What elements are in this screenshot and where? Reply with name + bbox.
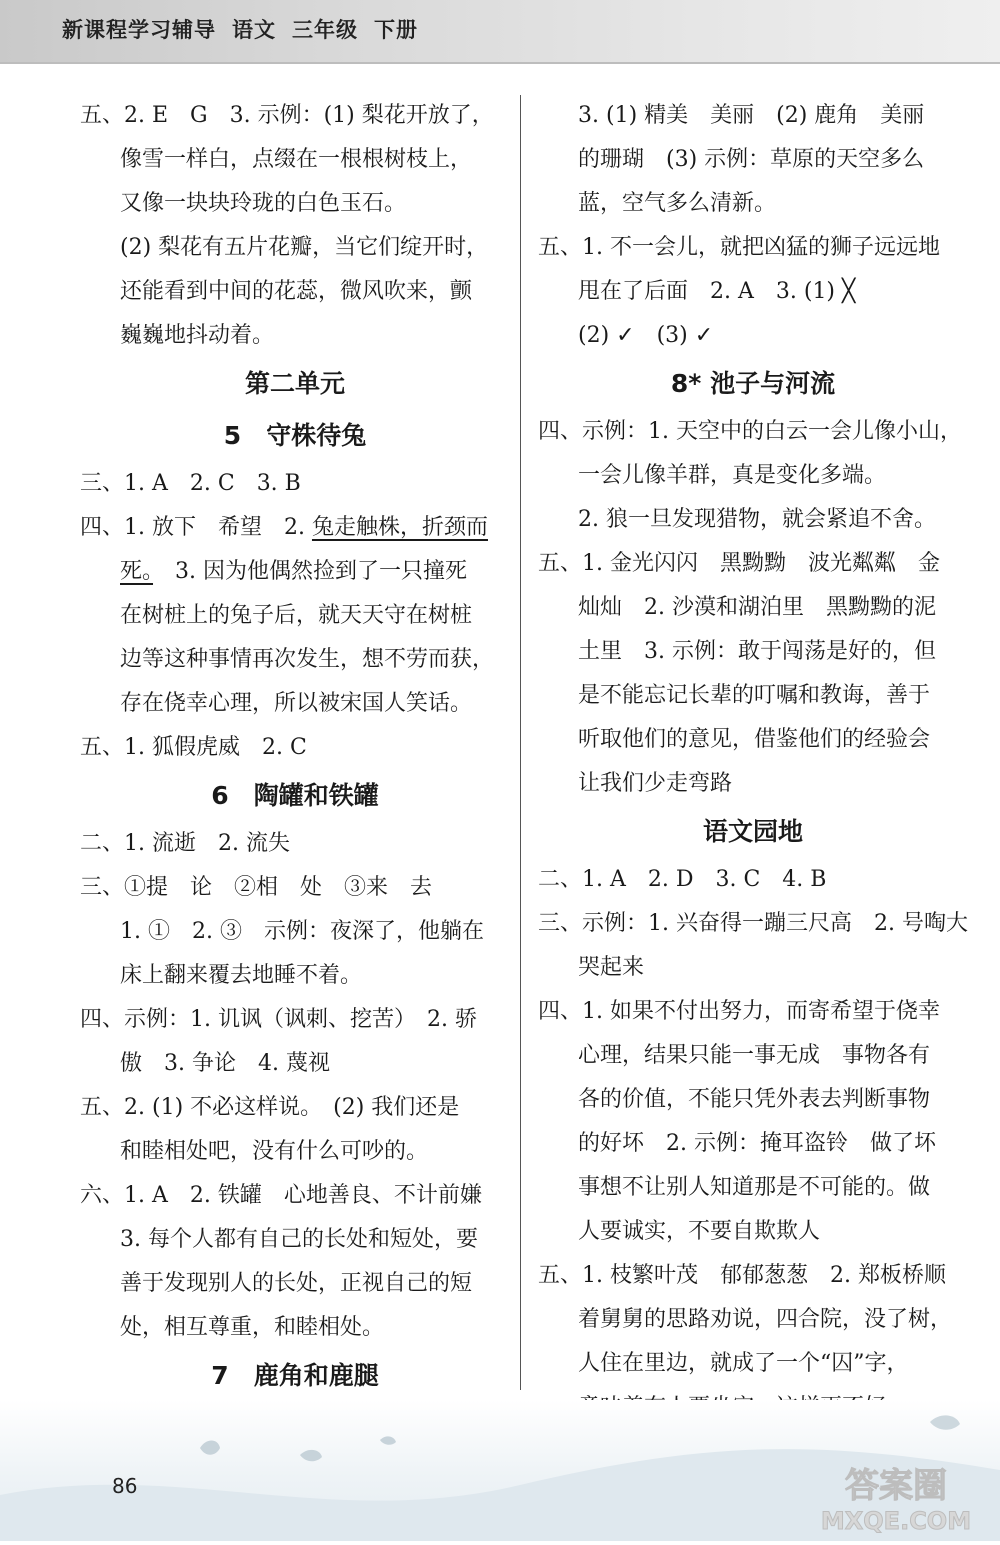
answer-line: 1. ① 2. ③ 示例：夜深了，他躺在 (120, 919, 484, 944)
answer-line: 土里 3. 示例：敢于闯荡是好的，但 (578, 639, 936, 664)
answer-line: 3. (1) 精美 美丽 (2) 鹿角 美丽 (578, 103, 925, 128)
answer-line: 灿灿 2. 沙漠和湖泊里 黑黝黝的泥 (578, 595, 936, 620)
answer-line: 边等这种事情再次发生，想不劳而获， (120, 647, 495, 672)
answer-line: 五、1. 狐假虎威 2. C (80, 735, 307, 760)
right-column (538, 94, 968, 1474)
section-heading: 语文园地 (702, 817, 803, 846)
answer-line: 人要诚实，不要自欺欺人 (578, 1219, 821, 1244)
answer-line: 二、1. A 2. D 3. C 4. B (538, 867, 827, 892)
section-heading: 8* 池子与河流 (670, 369, 836, 398)
answer-line: 二、1. 流逝 2. 流失 (80, 831, 290, 856)
answer-line: 甩在了后面 2. A 3. (1) ╳ (578, 279, 856, 304)
answer-line: 在树桩上的兔子后，就天天守在树桩 (120, 603, 473, 628)
answer-line: 四、1. 如果不付出努力，而寄希望于侥幸 (538, 999, 940, 1024)
answer-line: 三、1. A 2. C 3. B (80, 471, 301, 496)
answer-line: 巍巍地抖动着。 (120, 323, 275, 348)
answer-line: 善于发现别人的长处，正视自己的短 (120, 1271, 473, 1296)
answer-line: 蓝，空气多么清新。 (578, 191, 777, 216)
answer-line: 像雪一样白，点缀在一根根树枝上， (120, 147, 473, 172)
watermark-bottom-text: MXQE.COM (820, 1507, 972, 1535)
answer-line: 处，相互尊重，和睦相处。 (120, 1315, 385, 1340)
answer-line: 五、1. 金光闪闪 黑黝黝 波光粼粼 金 (538, 551, 940, 576)
answer-line: 和睦相处吧，没有什么可吵的。 (120, 1139, 429, 1164)
answer-line: (2) 梨花有五片花瓣，当它们绽开时， (120, 235, 489, 260)
section-heading: 5 守株待兔 (223, 421, 367, 450)
answer-line: 是不能忘记长辈的叮嘱和教诲，善于 (578, 683, 931, 708)
grade: 三年级 (292, 18, 358, 42)
answer-text: 四、1. 放下 希望 2. (80, 515, 312, 540)
book-series: 新课程学习辅导 (62, 18, 216, 42)
answer-line: 听取他们的意见，借鉴他们的经验会 (578, 727, 931, 752)
answer-line: 2. 狼一旦发现猎物，就会紧追不舍。 (578, 507, 936, 532)
answer-line: 让我们少走弯路 (578, 771, 733, 796)
answer-line: 五、2. (1) 不必这样说。 (2) 我们还是 (80, 1095, 460, 1120)
answer-line: 又像一块块玲珑的白色玉石。 (120, 191, 407, 216)
volume: 下册 (374, 18, 418, 42)
underlined-answer: 死。 (120, 559, 154, 584)
answer-line: 傲 3. 争论 4. 蔑视 (120, 1051, 330, 1076)
answer-line: 四、示例：1. 天空中的白云一会儿像小山， (538, 419, 962, 444)
section-heading: 第二单元 (244, 369, 345, 398)
section-heading: 6 陶罐和铁罐 (211, 781, 379, 810)
answer-line: 人住在里边，就成了一个“囚”字， (578, 1351, 909, 1376)
subject: 语文 (232, 18, 276, 42)
answer-line: 3. 每个人都有自己的长处和短处，要 (120, 1227, 478, 1252)
column-divider (520, 95, 521, 1390)
watermark-top-text: 答案圈 (845, 1466, 947, 1506)
answer-line: 一会儿像羊群，真是变化多端。 (578, 463, 887, 488)
answer-line: 的珊瑚 (3) 示例：草原的天空多么 (578, 147, 925, 172)
answer-line: 五、1. 不一会儿，就把凶猛的狮子远远地 (538, 235, 940, 260)
answer-line: 三、①提 论 ②相 处 ③来 去 (80, 875, 433, 900)
answer-line: 六、1. A 2. 铁罐 心地善良、不计前嫌 (80, 1183, 482, 1208)
answer-line: 四、示例：1. 讥讽（讽刺、挖苦） 2. 骄 (80, 1007, 477, 1032)
answer-line: 还能看到中间的花蕊，微风吹来，颤 (120, 279, 473, 304)
watermark-logo (808, 1455, 984, 1535)
answer-line: 五、2. E G 3. 示例：(1) 梨花开放了， (80, 103, 494, 128)
answer-text: 3. 因为他偶然捡到了一只撞死 (153, 559, 467, 584)
answer-line: 心理，结果只能一事无成 事物各有 (578, 1043, 931, 1068)
answer-line: 床上翻来覆去地睡不着。 (120, 963, 363, 988)
book-title (62, 14, 434, 44)
page-number: 86 (112, 1474, 138, 1498)
left-column (80, 94, 510, 1490)
answer-line: (2) ✓ (3) ✓ (578, 323, 714, 348)
underlined-answer: 兔走触株，折颈而 (311, 515, 488, 540)
answer-line: 各的价值，不能只凭外表去判断事物 (578, 1087, 931, 1112)
answer-line: 着舅舅的思路劝说，四合院，没了树， (578, 1307, 953, 1332)
answer-line: 存在侥幸心理，所以被宋国人笑话。 (120, 691, 473, 716)
answer-line: 五、1. 枝繁叶茂 郁郁葱葱 2. 郑板桥顺 (538, 1263, 946, 1288)
answer-line (80, 550, 510, 594)
section-heading: 7 鹿角和鹿腿 (211, 1361, 379, 1390)
answer-line: 三、示例：1. 兴奋得一蹦三尺高 2. 号啕大 (538, 911, 968, 936)
header-bar (0, 0, 1000, 64)
answer-line: 的好坏 2. 示例：掩耳盗铃 做了坏 (578, 1131, 936, 1156)
answer-line: 哭起来 (578, 955, 645, 980)
answer-line: 事想不让别人知道那是不可能的。做 (578, 1175, 931, 1200)
answer-line (80, 506, 510, 550)
